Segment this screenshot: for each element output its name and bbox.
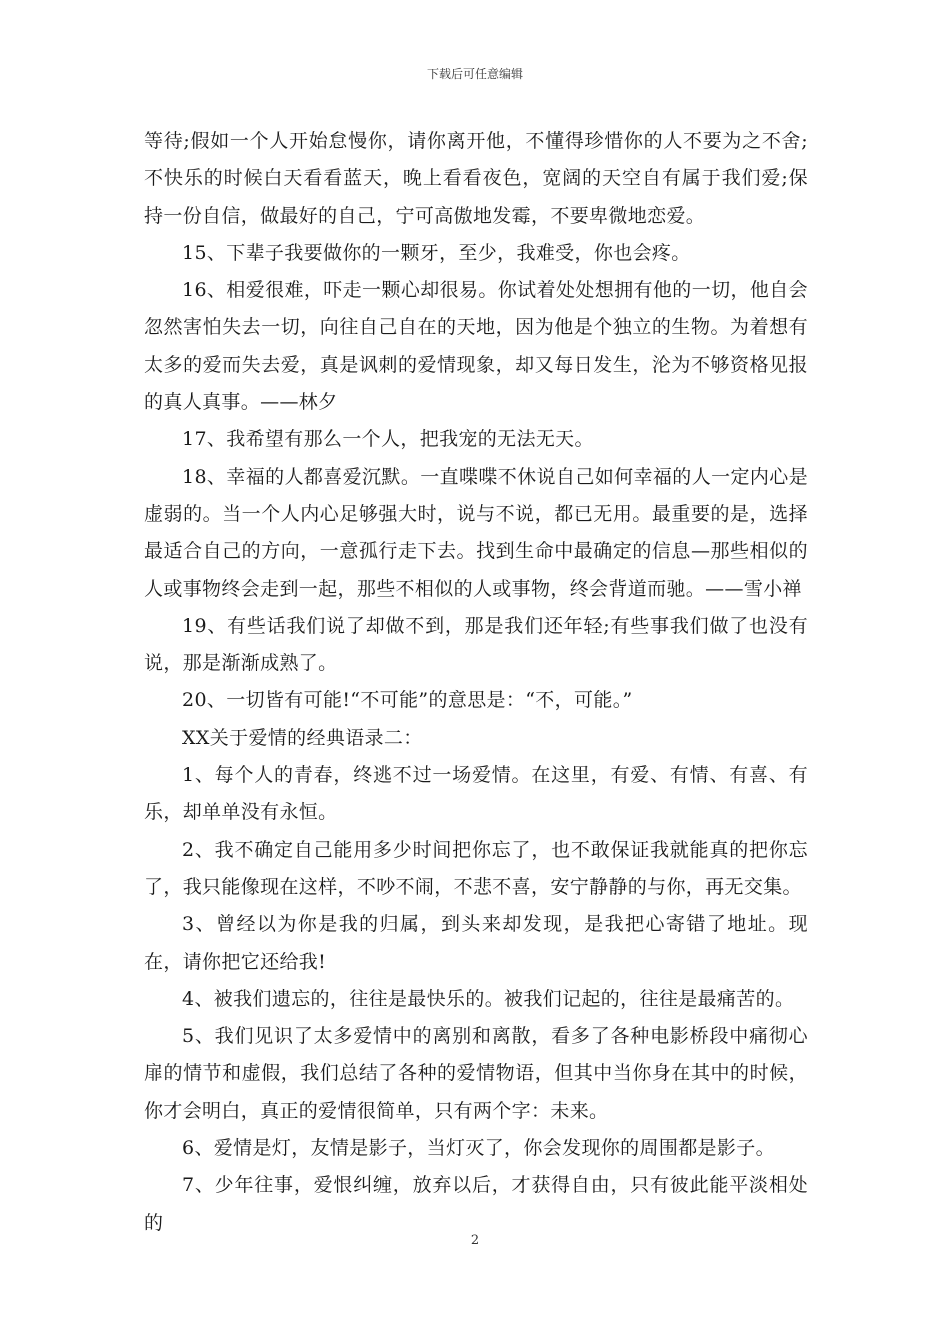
paragraph-6: 19、有些话我们说了却做不到，那是我们还年轻;有些事我们做了也没有说，那是渐渐成熟了。 bbox=[144, 614, 808, 675]
paragraph-3: 16、相爱很难，吓走一颗心却很易。你试着处处想拥有他的一切，他自会忽然害怕失去一切，向往自己自在的天地，因为他是个独立的生物。为着想有太多的爱而失去爱，真是讽刺的爱情现象，却又每日发生，沦为不够资格见报的真人真事。——林夕 bbox=[144, 279, 808, 414]
paragraph-10: 2、我不确定自己能用多少时间把你忘了，也不敢保证我就能真的把你忘了，我只能像现在这样，不吵不闹，不悲不喜，安宁静静的与你，再无交集。 bbox=[144, 838, 808, 898]
paragraph-13: 5、我们见识了太多爱情中的离别和离散，看多了各种电影桥段中痛彻心扉的情节和虚假，我们总结了各种的爱情物语，但其中当你身在其中的时候，你才会明白，真正的爱情很简单，只有两个字：未来。 bbox=[144, 1025, 808, 1122]
paragraph-11: 3、曾经以为你是我的归属，到头来却发现，是我把心寄错了地址。现在，请你把它还给我! bbox=[144, 913, 808, 973]
paragraph-9: 1、每个人的青春，终逃不过一场爱情。在这里，有爱、有情、有喜、有乐，却单单没有永恒。 bbox=[144, 764, 808, 824]
paragraph-4: 17、我希望有那么一个人，把我宠的无法无天。 bbox=[182, 428, 594, 451]
paragraph-2: 15、下辈子我要做你的一颗牙，至少，我难受，你也会疼。 bbox=[182, 241, 691, 264]
paragraph-5: 18、幸福的人都喜爱沉默。一直喋喋不休说自己如何幸福的人一定内心是虚弱的。当一个人内心足够强大时，说与不说，都已无用。最重要的是，选择最适合自己的方向，一意孤行走下去。找到生命中最确定的信息—那些相似的人或事物终会走到一起，那些不相似的人或事物，终会背道而驰。——雪小禅 bbox=[144, 465, 808, 600]
paragraph-15: 7、少年往事，爱恨纠缠，放弃以后，才获得自由，只有彼此能平淡相处的 bbox=[144, 1174, 808, 1234]
section-heading: XX关于爱情的经典语录二： bbox=[182, 726, 423, 749]
paragraph-1: 等待;假如一个人开始怠慢你，请你离开他，不懂得珍惜你的人不要为之不舍;不快乐的时候白天看看蓝天，晚上看看夜色，宽阔的天空自有属于我们爱;保持一份自信，做最好的自己，宁可高傲地发霉，不要卑微地恋爱。 bbox=[144, 130, 808, 227]
page-header: 下载后可任意编辑 bbox=[426, 67, 523, 81]
paragraph-7: 20、一切皆有可能!“不可能”的意思是：“不，可能。” bbox=[182, 689, 633, 712]
paragraph-14: 6、爱情是灯，友情是影子，当灯灭了，你会发现你的周围都是影子。 bbox=[182, 1137, 775, 1160]
paragraph-12: 4、被我们遗忘的，往往是最快乐的。被我们记起的，往往是最痛苦的。 bbox=[182, 987, 795, 1010]
document-body bbox=[144, 123, 808, 1242]
page-number: 2 bbox=[470, 1233, 480, 1248]
